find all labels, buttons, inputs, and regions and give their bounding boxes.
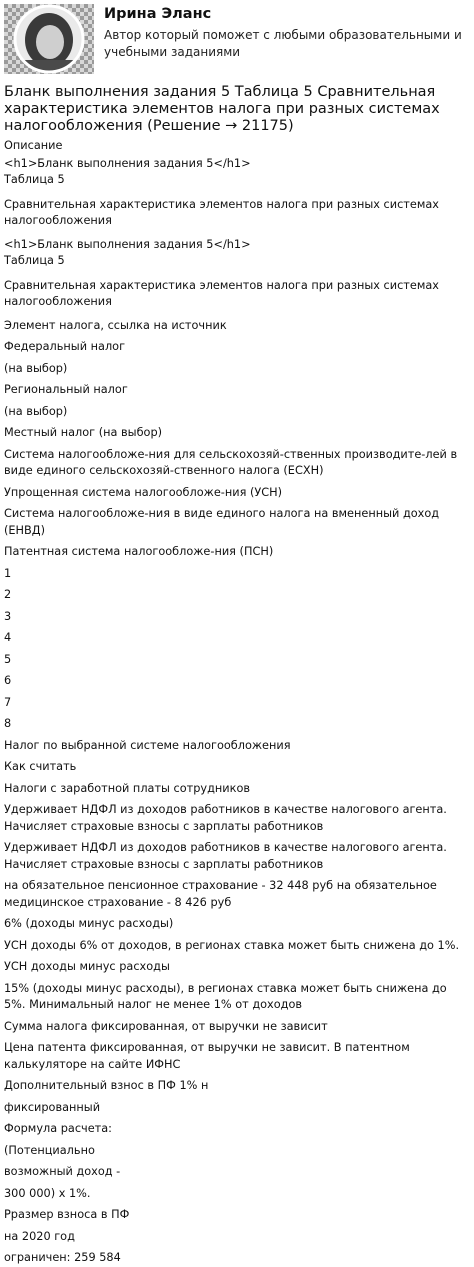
content-line: Налоги с заработной платы сотрудников (4, 781, 251, 795)
content-line: на обязательное пенсионное страхование - 32 448 руб на обязательное медицинское страхование - 8 426 руб (4, 879, 437, 909)
author-avatar[interactable] (4, 4, 94, 74)
content-line: Таблица 5 (4, 254, 65, 267)
content-line: Дополнительный взнос в ПФ 1% н (4, 1079, 209, 1092)
content-line: 300 000) х 1%. (4, 1186, 91, 1200)
content-line: возможный доход - (4, 1165, 121, 1178)
content-line: Как считать (4, 760, 77, 773)
content-line: 2 (4, 588, 12, 601)
content-line: 7 (4, 695, 12, 709)
content-line: УСН доходы минус расходы (4, 960, 170, 973)
content-line: Сравнительная характеристика элементов налога при разных системах налогообложения (4, 278, 439, 308)
content-line: Патентная система налогообложе-ния (ПСН) (4, 545, 274, 558)
content-line: <h1>Бланк выполнения задания 5</h1> (4, 156, 251, 170)
content-line: 4 (4, 631, 12, 644)
content-line: Удерживает НДФЛ из доходов работников в качестве налогового агента. Начисляет страховые взносы с зарплаты работников (4, 841, 447, 871)
page-title: Бланк выполнения задания 5 Таблица 5 Сравнительная характеристика элементов налога при разных системах налогообложения (Решение → 21175) (4, 84, 440, 134)
content-line: Налог по выбранной системе налогообложения (4, 738, 291, 752)
content-line: Цена патента фиксированная, от выручки не зависит. В патентном калькуляторе на сайте ИФНС (4, 1041, 410, 1071)
content-line: 1 (4, 566, 12, 580)
task-content (0, 138, 474, 1267)
content-line: 3 (4, 609, 12, 623)
author-card (0, 0, 474, 80)
content-line: Таблица 5 (4, 173, 65, 186)
content-line: Сумма налога фиксированная, от выручки не зависит (4, 1019, 328, 1033)
content-line: Федеральный налог (4, 340, 126, 353)
content-line: 5 (4, 652, 12, 666)
content-line: Сравнительная характеристика элементов налога при разных системах налогообложения (4, 197, 439, 227)
content-line: (Потенциально (4, 1143, 95, 1157)
content-line: Упрощенная система налогообложе-ния (УСН) (4, 485, 283, 499)
content-line: Рразмер взноса в ПФ (4, 1208, 130, 1221)
content-line: <h1>Бланк выполнения задания 5</h1> (4, 237, 251, 251)
content-line: (на выбор) (4, 404, 68, 418)
author-name[interactable]: Ирина Эланс (104, 6, 212, 22)
content-line: Система налогообложе-ния в виде единого налога на вмененный доход (ЕНВД) (4, 507, 440, 537)
content-line: (на выбор) (4, 361, 68, 375)
author-description: Автор который поможет с любыми образовательными и учебными заданиями (104, 28, 462, 59)
content-line: Элемент налога, ссылка на источник (4, 318, 227, 332)
content-line: Удерживает НДФЛ из доходов работников в качестве налогового агента. Начисляет страховые взносы с зарплаты работников (4, 803, 447, 833)
content-line: Описание (4, 139, 63, 152)
content-line: ограничен: 259 584 (4, 1251, 121, 1264)
content-line: на 2020 год (4, 1229, 75, 1243)
content-line: 8 (4, 717, 12, 730)
content-line: УСН доходы 6% от доходов, в регионах ставка может быть снижена до 1%. (4, 938, 460, 952)
content-line: Региональный налог (4, 383, 128, 396)
content-line: 6 (4, 674, 12, 687)
content-line: Система налогообложе-ния для сельскохозяй-ственных производите-лей в виде единого сельскохозяй-ственного налога (ЕСХН) (4, 447, 458, 477)
content-line: фиксированный (4, 1100, 101, 1114)
content-line: Формула расчета: (4, 1122, 112, 1135)
content-line: Местный налог (на выбор) (4, 426, 163, 439)
content-line: 6% (доходы минус расходы) (4, 917, 174, 930)
content-line: 15% (доходы минус расходы), в регионах ставка может быть снижена до 5%. Минимальный налог не менее 1% от доходов (4, 981, 447, 1011)
